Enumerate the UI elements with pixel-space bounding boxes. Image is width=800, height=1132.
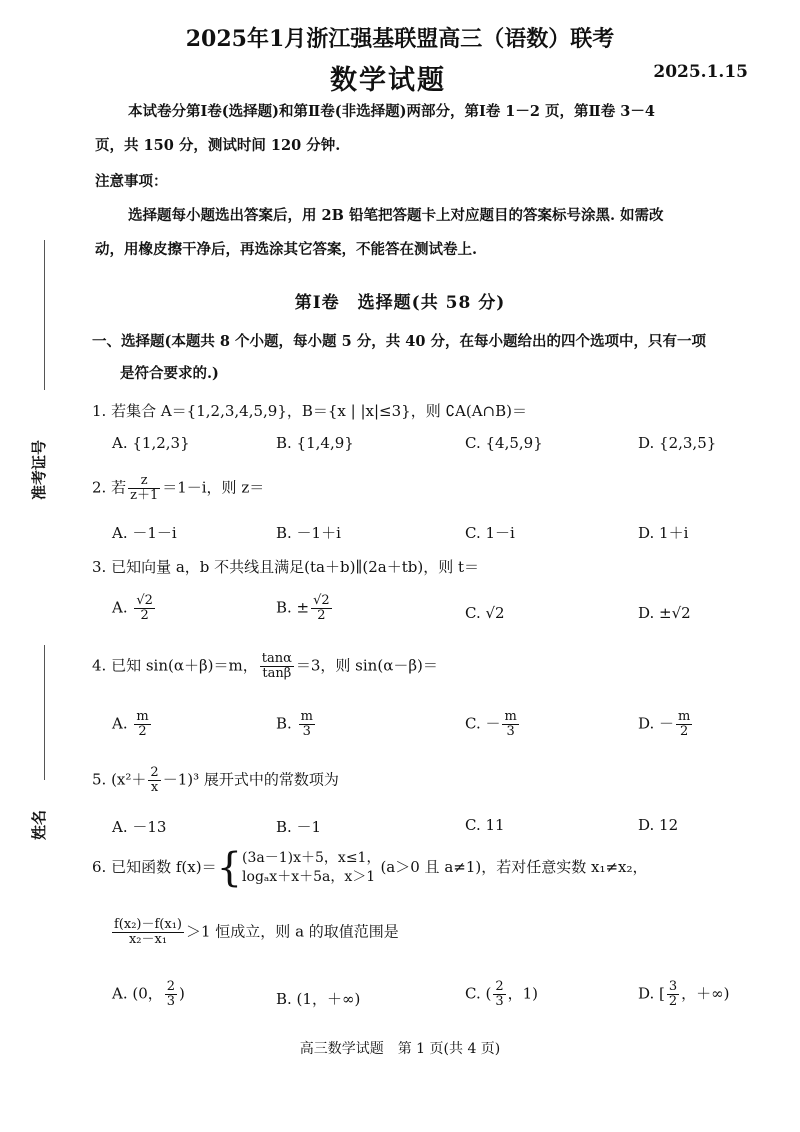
question-1-option-c: C. {4,5,9} (465, 434, 543, 452)
question-6-cond-frac (112, 918, 184, 947)
q4-b-frac (299, 710, 315, 739)
question-2-option-c: C. 1－i (465, 524, 515, 542)
question-6-cond-num: f(x₂)－f(x₁) (114, 917, 182, 932)
question-5-option-c: C. 11 (465, 816, 505, 834)
binding-line-top (44, 240, 45, 390)
question-5-option-b: B. －1 (276, 818, 322, 836)
question-4-suffix: ＝3，则 sin(α－β)＝ (295, 656, 438, 675)
q4-d-label: D. － (638, 714, 675, 733)
question-2-stem (92, 474, 264, 503)
question-4-option-b (276, 710, 317, 739)
question-4-frac-den: tanβ (262, 666, 292, 681)
section-title: 第Ⅰ卷 选择题(共 58 分) (294, 293, 506, 313)
q6-a-num: 2 (166, 979, 176, 994)
question-5-fraction (148, 766, 160, 795)
piecewise-cases (242, 849, 380, 887)
binding-line-bottom (44, 645, 45, 780)
q4-c-label: C. － (465, 714, 501, 733)
q6-a-label: A. (0， (112, 984, 163, 1003)
question-6-option-b: B. (1，＋∞) (276, 990, 361, 1008)
question-5-mid: －1)³ (162, 770, 200, 789)
q4-d-num: m (678, 709, 691, 724)
q4-a-frac (134, 710, 150, 739)
question-6-option-c (465, 980, 538, 1009)
q6-c-num: 2 (495, 979, 504, 994)
q3-a-num: √2 (136, 593, 153, 608)
question-1-option-d: D. {2,3,5} (638, 434, 717, 452)
question-2-option-b: B. －1＋i (276, 524, 341, 542)
name-label: 姓名 (30, 809, 48, 840)
question-4-option-c (465, 710, 521, 739)
q4-d-den: 2 (680, 724, 689, 739)
q4-b-num: m (300, 709, 313, 724)
question-3-stem: 3. 已知向量 a，b 不共线且满足(ta＋b)∥(2a＋tb)，则 t＝ (92, 558, 479, 576)
question-4-fraction (260, 652, 294, 681)
q4-b-label: B. (276, 714, 297, 733)
question-3-option-a (112, 594, 157, 623)
question-2-frac-num: z (128, 474, 160, 489)
question-5-option-d: D. 12 (638, 816, 679, 834)
question-2-frac-den: z＋1 (130, 488, 159, 503)
question-1-option-b: B. {1,4,9} (276, 434, 354, 452)
q4-b-den: 3 (302, 724, 311, 739)
question-6-stem (92, 845, 648, 891)
q3-b-den: 2 (317, 608, 326, 623)
q4-a-den: 2 (138, 724, 147, 739)
q3-a-den: 2 (140, 608, 149, 623)
question-4-prefix: 4. 已知 sin(α＋β)＝m， (92, 656, 258, 675)
part-instructions-2: 是符合要求的.) (120, 365, 219, 382)
question-3-option-b (276, 594, 334, 623)
q4-c-frac (502, 710, 518, 739)
q3-b-label: B. ± (276, 598, 310, 617)
q3-b-frac (311, 594, 332, 623)
question-3-option-c: C. √2 (465, 604, 505, 622)
question-4-stem (92, 652, 438, 681)
question-2-option-d: D. 1＋i (638, 524, 689, 542)
q6-a-den: 3 (166, 994, 176, 1009)
q3-a-label: A. (112, 598, 133, 617)
notes-line-2: 动，用橡皮擦干净后，再选涂其它答案，不能答在测试卷上. (95, 241, 478, 258)
q6-d-tail: ，＋∞) (681, 984, 730, 1003)
question-2-suffix: ＝1－i，则 z＝ (162, 478, 265, 497)
question-4-frac-num: tanα (261, 651, 292, 666)
q6-d-den: 2 (668, 994, 678, 1009)
question-6-option-d (638, 980, 730, 1009)
question-6-condition (110, 918, 399, 947)
question-1-option-a: A. {1,2,3} (112, 434, 190, 452)
intro-line-1: 本试卷分第Ⅰ卷(选择题)和第Ⅱ卷(非选择题)两部分，第Ⅰ卷 1－2 页，第Ⅱ卷 3－4 (128, 103, 655, 120)
exam-header-title: 2025年1月浙江强基联盟高三（语数）联考 (185, 26, 615, 52)
question-6-suffix: (a＞0 且 a≠1)，若对任意实数 x₁≠x₂， (380, 858, 648, 876)
question-2-fraction (128, 474, 160, 503)
q4-c-num: m (504, 709, 517, 724)
question-6-cond-den: x₂－x₁ (128, 932, 168, 947)
question-6-cond-suffix: ＞1 恒成立，则 a 的取值范围是 (186, 922, 399, 941)
piecewise-case-1: (3a－1)x＋5，x≤1， (242, 850, 381, 866)
q6-d-frac (667, 980, 679, 1009)
question-4-option-a (112, 710, 153, 739)
question-2-prefix: 2. 若 (92, 478, 127, 497)
subject-title: 数学试题 (330, 65, 446, 96)
question-5-frac-den: x (150, 780, 159, 795)
intro-line-2: 页，共 150 分，测试时间 120 分钟. (95, 137, 341, 154)
q4-a-num: m (136, 709, 149, 724)
page-footer: 高三数学试题 第 1 页(共 4 页) (299, 1041, 501, 1057)
exam-id-label: 准考证号 (30, 439, 48, 500)
q6-c-label: C. ( (465, 984, 492, 1003)
q3-b-num: √2 (313, 593, 330, 608)
exam-date: 2025.1.15 (653, 62, 748, 82)
q6-c-tail: ，1) (507, 984, 539, 1003)
question-6-prefix: 6. 已知函数 f(x)＝ (92, 858, 217, 876)
question-6-option-a (112, 980, 185, 1009)
piecewise-case-2: logₐx＋x＋5a，x＞1 (242, 869, 376, 885)
question-3-option-d: D. ±√2 (638, 604, 691, 622)
question-5-prefix: 5. (x²＋ (92, 770, 147, 789)
question-5-suffix: 展开式中的常数项为 (199, 770, 339, 789)
q6-c-den: 3 (495, 994, 504, 1009)
q6-a-frac (165, 980, 177, 1009)
q4-a-label: A. (112, 714, 133, 733)
question-2-option-a: A. －1－i (112, 524, 177, 542)
piecewise-brace: { (216, 845, 243, 891)
q6-a-tail: ) (179, 984, 185, 1003)
q3-a-frac (134, 594, 155, 623)
q4-c-den: 3 (506, 724, 515, 739)
question-5-frac-num: 2 (150, 765, 159, 780)
part-instructions-1: 一、选择题(本题共 8 个小题，每小题 5 分，共 40 分，在每小题给出的四个选项中，只有一项 (92, 333, 707, 350)
question-5-option-a: A. －13 (112, 818, 167, 836)
question-4-option-d (638, 710, 694, 739)
notes-line-1: 选择题每小题选出答案后，用 2B 铅笔把答题卡上对应题目的答案标号涂黑. 如需改 (128, 207, 664, 224)
question-5-stem (92, 766, 339, 795)
q6-c-frac (493, 980, 505, 1009)
q6-d-label: D. [ (638, 984, 665, 1003)
q4-d-frac (676, 710, 692, 739)
notes-title: 注意事项： (95, 173, 168, 190)
question-1-stem: 1. 若集合 A＝{1,2,3,4,5,9}，B＝{x | |x|≤3}，则 ∁A(A∩B)＝ (92, 402, 527, 420)
q6-d-num: 3 (668, 979, 678, 994)
